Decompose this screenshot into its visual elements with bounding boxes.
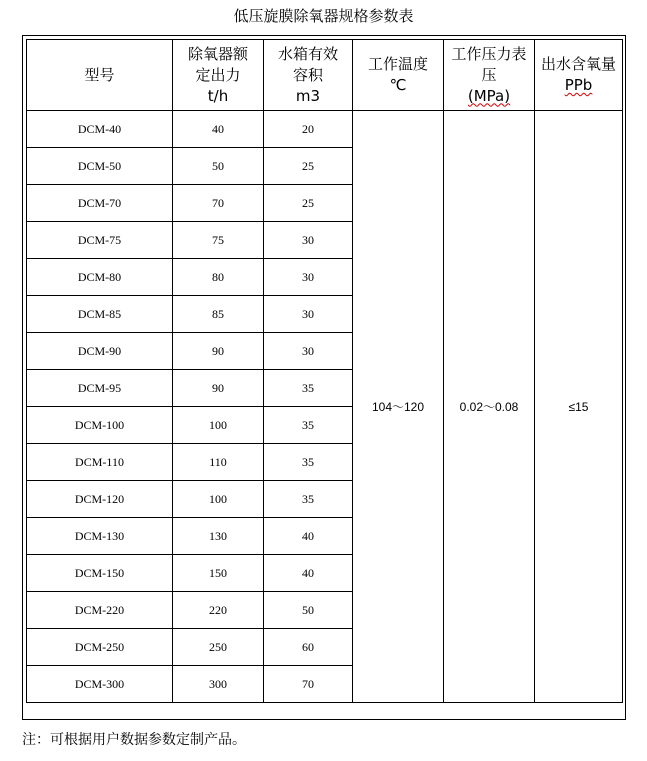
capacity-cell: 110 (173, 444, 264, 481)
model-cell: DCM-75 (27, 222, 173, 259)
oxygen-content-cell: ≤15 (535, 111, 623, 703)
capacity-cell: 90 (173, 333, 264, 370)
capacity-cell: 90 (173, 370, 264, 407)
volume-cell: 35 (264, 370, 353, 407)
model-cell: DCM-220 (27, 592, 173, 629)
model-cell: DCM-80 (27, 259, 173, 296)
header-capacity: 除氧器额 定出力 t/h (173, 40, 264, 111)
model-cell: DCM-85 (27, 296, 173, 333)
capacity-cell: 80 (173, 259, 264, 296)
model-cell: DCM-120 (27, 481, 173, 518)
volume-cell: 30 (264, 259, 353, 296)
pressure-range-cell: 0.02～0.08 (444, 111, 535, 703)
header-oxygen: 出水含氧量 PPb (535, 40, 623, 111)
model-cell: DCM-70 (27, 185, 173, 222)
capacity-cell: 220 (173, 592, 264, 629)
table-title: 低压旋膜除氧器规格参数表 (233, 7, 414, 25)
model-cell: DCM-90 (27, 333, 173, 370)
capacity-cell: 75 (173, 222, 264, 259)
model-cell: DCM-110 (27, 444, 173, 481)
capacity-cell: 50 (173, 148, 264, 185)
capacity-cell: 100 (173, 407, 264, 444)
volume-cell: 35 (264, 444, 353, 481)
volume-cell: 35 (264, 407, 353, 444)
model-cell: DCM-95 (27, 370, 173, 407)
capacity-cell: 70 (173, 185, 264, 222)
footnote: 注：可根据用户数据参数定制产品。 (22, 732, 246, 748)
volume-cell: 30 (264, 333, 353, 370)
capacity-cell: 150 (173, 555, 264, 592)
volume-cell: 30 (264, 296, 353, 333)
spec-table (26, 39, 623, 703)
model-cell: DCM-250 (27, 629, 173, 666)
model-cell: DCM-150 (27, 555, 173, 592)
header-volume: 水箱有效 容积 m3 (264, 40, 353, 111)
spec-table-frame (22, 35, 626, 720)
capacity-cell: 85 (173, 296, 264, 333)
volume-cell: 50 (264, 592, 353, 629)
capacity-cell: 250 (173, 629, 264, 666)
volume-cell: 35 (264, 481, 353, 518)
capacity-cell: 100 (173, 481, 264, 518)
temperature-range-cell: 104～120 (353, 111, 444, 703)
model-cell: DCM-50 (27, 148, 173, 185)
volume-cell: 20 (264, 111, 353, 148)
volume-cell: 30 (264, 222, 353, 259)
model-cell: DCM-300 (27, 666, 173, 703)
volume-cell: 40 (264, 518, 353, 555)
header-temperature: 工作温度 ℃ (353, 40, 444, 111)
table-row (27, 111, 623, 148)
volume-cell: 60 (264, 629, 353, 666)
volume-cell: 70 (264, 666, 353, 703)
header-model: 型号 (27, 40, 173, 111)
header-pressure: 工作压力表 压 (MPa) (444, 40, 535, 111)
model-cell: DCM-130 (27, 518, 173, 555)
model-cell: DCM-40 (27, 111, 173, 148)
capacity-cell: 300 (173, 666, 264, 703)
capacity-cell: 40 (173, 111, 264, 148)
volume-cell: 25 (264, 185, 353, 222)
volume-cell: 25 (264, 148, 353, 185)
capacity-cell: 130 (173, 518, 264, 555)
volume-cell: 40 (264, 555, 353, 592)
header-row (27, 40, 623, 111)
model-cell: DCM-100 (27, 407, 173, 444)
